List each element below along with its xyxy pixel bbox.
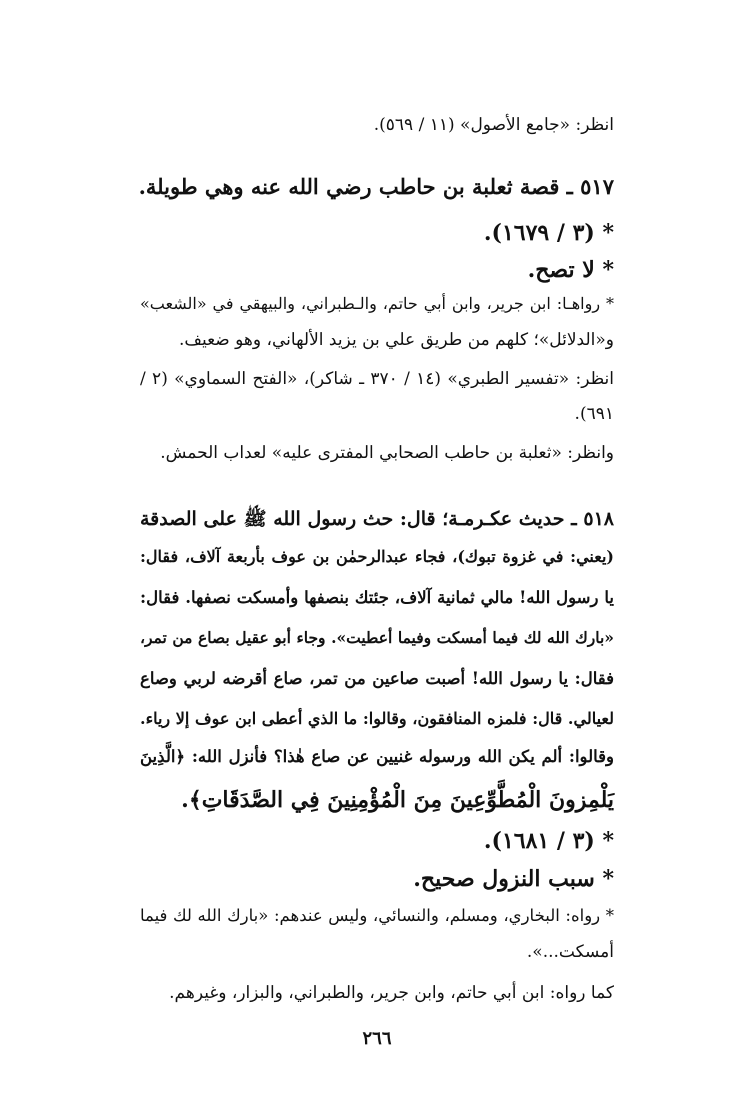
reference-line-cont: ٦٩١).: [574, 404, 614, 424]
narrators-line-cont: و«الدلائل»؛ كلهم من طريق علي بن يزيد الألهاني، وهو ضعيف.: [178, 330, 614, 350]
grading-line: * سبب النزول صحيح.: [413, 866, 614, 892]
narrators-line: * رواه: البخاري، ومسلم، والنسائي، وليس عندهم: «بارك الله لك فيما: [140, 906, 614, 925]
quran-verse-line: يَلْمِزونَ الْمُطَّوِّعِينَ مِنَ الْمُؤْمِنِينَ فِي الصَّدَقَاتِ﴾.: [181, 787, 614, 813]
reference-line: انظر: «جامع الأصول» (١١ / ٥٦٩).: [373, 115, 614, 135]
hadith-text-line: وقالوا: ألم يكن الله ورسوله غنيين عن صاع هٰذا؟ فأنزل الله: ﴿الَّذِينَ: [140, 747, 614, 766]
hadith-text-line: يا رسول الله! مالي ثمانية آلاف، جئتك بنصفها وأمسكت نصفها. فقال:: [140, 588, 614, 607]
narrators-line: كما رواه: ابن أبي حاتم، وابن جرير، والطبراني، والبزار، وغيرهم.: [169, 983, 614, 1003]
hadith-text-line: فقال: يا رسول الله! أصبت صاعين من تمر، صاع أقرضه لربي وصاع: [140, 669, 614, 688]
page-number: ٢٦٦: [362, 1028, 392, 1049]
narrators-line: * رواهـا: ابن جرير، وابن أبي حاتم، والـطبراني، والبيهقي في «الشعب»: [140, 294, 614, 313]
grading-line: * لا تصح.: [527, 257, 614, 283]
hadith-text-line: لعيالي. قال: فلمزه المنافقون، وقالوا: ما الذي أعطى ابن عوف إلا رياء.: [140, 709, 614, 728]
narrators-line-cont: أمسكت...».: [526, 942, 614, 962]
hadith-text-line: «بارك الله لك فيما أمسكت وفيما أعطيت». وجاء أبو عقيل بصاع من تمر،: [140, 628, 614, 647]
reference-line: انظر: «تفسير الطبري» (١٤ / ٣٧٠ ـ شاكر)، «الفتح السماوي» (٢ /: [140, 369, 614, 389]
entry-heading-518: ٥١٨ ـ حديث عكـرمـة؛ قال: حث رسول الله ﷺ على الصدقة: [140, 508, 614, 530]
hadith-text-line: (يعني: في غزوة تبوك)، فجاء عبدالرحمٰن بن عوف بأربعة آلاف، فقال:: [140, 547, 614, 566]
verse-reference: * (٣ / ١٦٨١).: [483, 828, 614, 854]
entry-heading-517: ٥١٧ ـ قصة ثعلبة بن حاطب رضي الله عنه وهي طويلة.: [138, 174, 614, 199]
see-also-line: وانظر: «ثعلبة بن حاطب الصحابي المفترى عليه» لعداب الحمش.: [160, 443, 614, 463]
verse-reference: * (٣ / ١٦٧٩).: [483, 220, 614, 246]
